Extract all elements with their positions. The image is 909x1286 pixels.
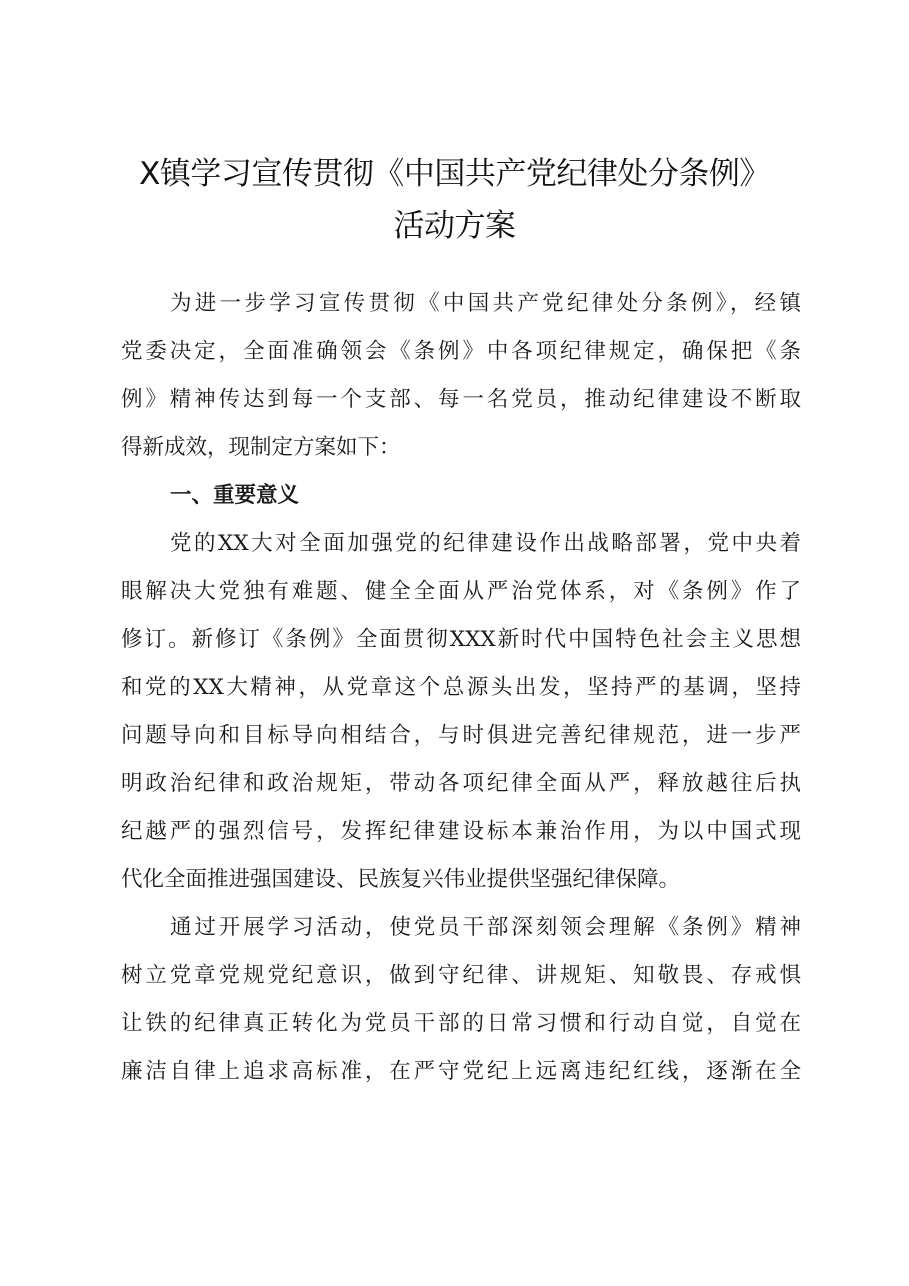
paragraph-line: 明政治纪律和政治规矩，带动各项纪律全面从严，释放越往后执: [121, 771, 801, 796]
paragraph-line: 眼解决大党独有难题、健全全面从严治党体系，对《条例》作了: [121, 579, 801, 604]
document-title: [100, 148, 809, 252]
document-body: [121, 280, 801, 1096]
intro-paragraph: [121, 280, 801, 472]
paragraph-line: 树立党章党规党纪意识，做到守纪律、讲规矩、知敬畏、存戒惧: [121, 963, 801, 988]
section-heading: 一、重要意义: [170, 483, 300, 508]
title-line-1: X镇学习宣传贯彻《中国共产党纪律处分条例》: [139, 156, 770, 192]
title-line-2: 活动方案: [393, 208, 516, 244]
paragraph-line: 让铁的纪律真正转化为党员干部的日常习惯和行动自觉，自觉在: [121, 1011, 801, 1036]
paragraph-line: 为进一步学习宣传贯彻《中国共产党纪律处分条例》，经镇: [170, 291, 801, 316]
paragraph-line: 廉洁自律上追求高标准，在严守党纪上远离违纪红线，逐渐在全: [121, 1059, 801, 1084]
paragraph-line: 问题导向和目标导向相结合，与时俱进完善纪律规范，进一步严: [121, 723, 801, 748]
paragraph-line: 和党的XX大精神，从党章这个总源头出发，坚持严的基调，坚持: [121, 675, 801, 700]
section1-paragraph-2: [121, 904, 801, 1096]
paragraph-line: 纪越严的强烈信号，发挥纪律建设标本兼治作用，为以中国式现: [121, 819, 801, 844]
paragraph-line: 党委决定，全面准确领会《条例》中各项纪律规定，确保把《条: [121, 339, 801, 364]
paragraph-line: 得新成效，现制定方案如下：: [121, 435, 401, 460]
paragraph-line: 党的XX大对全面加强党的纪律建设作出战略部署，党中央着: [170, 531, 801, 556]
paragraph-line: 代化全面推进强国建设、民族复兴伟业提供坚强纪律保障。: [121, 867, 681, 892]
paragraph-line: 通过开展学习活动，使党员干部深刻领会理解《条例》精神: [170, 915, 801, 940]
paragraph-line: 修订。新修订《条例》全面贯彻XXX新时代中国特色社会主义思想: [121, 627, 801, 652]
paragraph-line: 例》精神传达到每一个支部、每一名党员，推动纪律建设不断取: [121, 387, 801, 412]
section1-paragraph-1: [121, 520, 801, 904]
